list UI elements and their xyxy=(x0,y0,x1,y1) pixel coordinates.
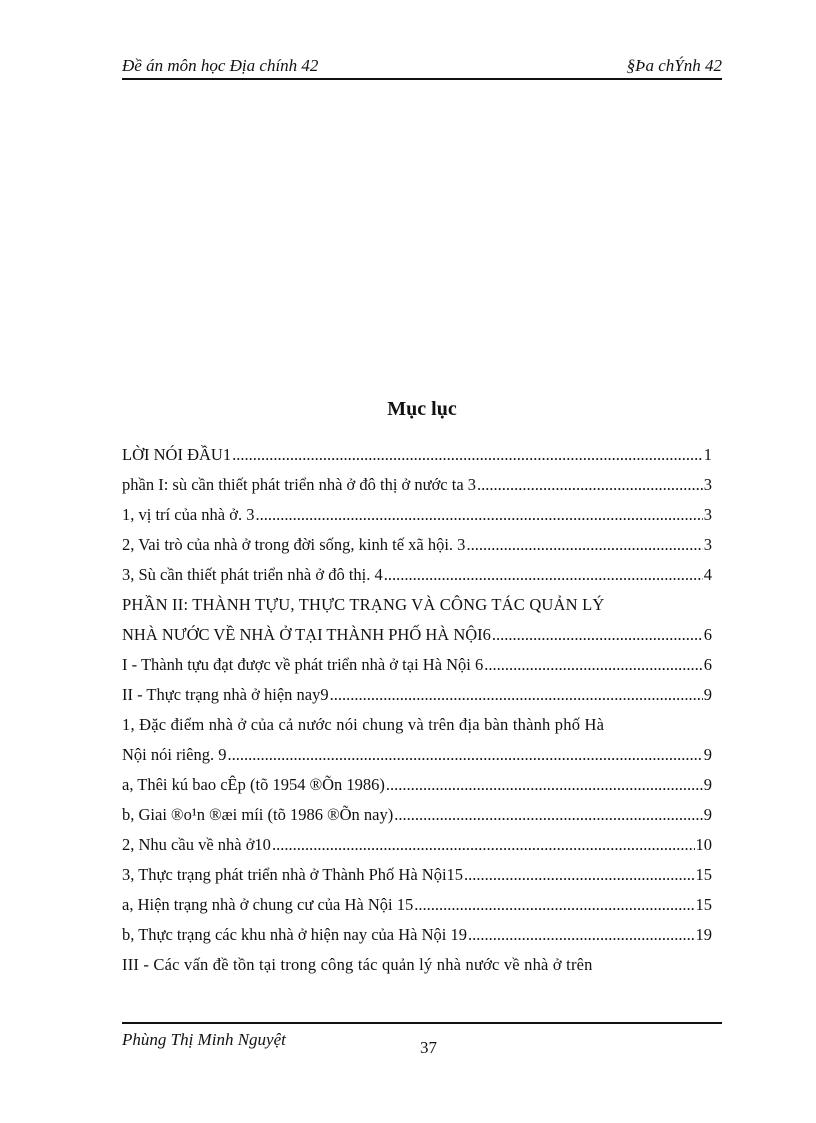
toc-leader-dots xyxy=(464,860,694,890)
toc-entry-text: a, Hiện trạng nhà ở chung cư của Hà Nội 15 xyxy=(122,895,414,914)
toc-leader-dots xyxy=(384,560,703,590)
toc-entry-text: PHẦN II: THÀNH TỰU, THỰC TRẠNG VÀ CÔNG TÁC QUẢN LÝ xyxy=(122,595,605,614)
header-right-title: §Þa chÝnh 42 xyxy=(626,56,722,75)
footer-divider xyxy=(122,1022,722,1024)
toc-entry-text: phần I: sù cần thiết phát triển nhà ở đô thị ở nước ta 3 xyxy=(122,475,477,494)
toc-leader-dots xyxy=(414,890,694,920)
toc-entry-text: a, Thêi kú bao cÊp (tõ 1954 ®Õn 1986) xyxy=(122,775,385,794)
toc-entry-text: Nội nói riêng. 9 xyxy=(122,745,227,764)
toc-entry-text: b, Thực trạng các khu nhà ở hiện nay của Hà Nội 19 xyxy=(122,925,467,944)
toc-entry-page: 3 xyxy=(703,475,712,494)
toc-leader-dots xyxy=(492,620,703,650)
toc-entry[interactable] xyxy=(122,650,712,680)
toc-entry-text: 3, Thực trạng phát triển nhà ở Thành Phố Hà Nội15 xyxy=(122,865,464,884)
toc-entry[interactable] xyxy=(122,860,712,890)
toc-leader-dots xyxy=(466,530,702,560)
toc-leader-dots xyxy=(468,920,695,950)
toc-entry-page: 15 xyxy=(695,865,712,884)
footer-author: Phùng Thị Minh Nguyệt xyxy=(122,1030,286,1049)
toc-leader-dots xyxy=(477,470,703,500)
toc-entry[interactable] xyxy=(122,770,712,800)
toc-leader-dots xyxy=(272,830,695,860)
toc-entry-text: b, Giai ®o¹n ®æi míi (tõ 1986 ®Õn nay) xyxy=(122,805,394,824)
toc-entry-text: LỜI NÓI ĐẦU1 xyxy=(122,445,232,464)
toc-leader-dots xyxy=(255,500,702,530)
toc-entry[interactable] xyxy=(122,680,712,710)
table-of-contents xyxy=(122,440,712,980)
toc-leader-dots xyxy=(232,440,703,470)
toc-entry-page: 19 xyxy=(695,925,712,944)
toc-entry[interactable] xyxy=(122,530,712,560)
page-number: 37 xyxy=(420,1038,437,1057)
toc-entry[interactable] xyxy=(122,440,712,470)
toc-entry[interactable] xyxy=(122,830,712,860)
toc-entry-text: 1, vị trí của nhà ở. 3 xyxy=(122,505,255,524)
toc-entry-page: 9 xyxy=(703,775,712,794)
toc-entry-page: 6 xyxy=(703,655,712,674)
toc-entry-text: II - Thực trạng nhà ở hiện nay9 xyxy=(122,685,329,704)
toc-entry-page: 9 xyxy=(703,805,712,824)
toc-leader-dots xyxy=(386,770,703,800)
toc-entry[interactable] xyxy=(122,920,712,950)
header-divider xyxy=(122,78,722,80)
toc-entry-text: I - Thành tựu đạt được về phát triển nhà ở tại Hà Nội 6 xyxy=(122,655,484,674)
toc-title: Mục lục xyxy=(387,398,457,420)
toc-entry-page: 10 xyxy=(695,835,712,854)
toc-entry-page: 6 xyxy=(703,625,712,644)
toc-entry-page: 9 xyxy=(703,745,712,764)
toc-leader-dots xyxy=(330,680,703,710)
toc-entry-wrapped[interactable] xyxy=(122,590,712,620)
toc-entry-page: 9 xyxy=(703,685,712,704)
toc-entry-text: 2, Vai trò của nhà ở trong đời sống, kinh tế xã hội. 3 xyxy=(122,535,466,554)
toc-entry[interactable] xyxy=(122,890,712,920)
toc-entry-wrapped[interactable] xyxy=(122,710,712,740)
toc-entry-page: 1 xyxy=(703,445,712,464)
toc-entry[interactable] xyxy=(122,500,712,530)
toc-leader-dots xyxy=(394,800,703,830)
toc-entry-text: 3, Sù cần thiết phát triển nhà ở đô thị. 4 xyxy=(122,565,383,584)
header-left-title: Đề án môn học Địa chính 42 xyxy=(122,56,319,75)
toc-leader-dots xyxy=(228,740,703,770)
toc-entry[interactable] xyxy=(122,800,712,830)
toc-entry-wrapped[interactable] xyxy=(122,950,712,980)
toc-entry-page: 15 xyxy=(695,895,712,914)
toc-entry-text: 2, Nhu cầu về nhà ở10 xyxy=(122,835,271,854)
toc-entry[interactable] xyxy=(122,620,712,650)
toc-entry-text: NHÀ NƯỚC VỀ NHÀ Ở TẠI THÀNH PHỐ HÀ NỘI6 xyxy=(122,625,491,644)
toc-entry-text: 1, Đặc điểm nhà ở của cả nước nói chung và trên địa bàn thành phố Hà xyxy=(122,715,605,734)
toc-entry-text: III - Các vấn đề tồn tại trong công tác quản lý nhà nước về nhà ở trên xyxy=(122,955,593,974)
toc-entry[interactable] xyxy=(122,740,712,770)
toc-entry-page: 3 xyxy=(703,535,712,554)
toc-entry[interactable] xyxy=(122,560,712,590)
page-header xyxy=(122,52,722,76)
toc-entry-page: 4 xyxy=(703,565,712,584)
toc-entry[interactable] xyxy=(122,470,712,500)
toc-leader-dots xyxy=(484,650,702,680)
toc-entry-page: 3 xyxy=(703,505,712,524)
